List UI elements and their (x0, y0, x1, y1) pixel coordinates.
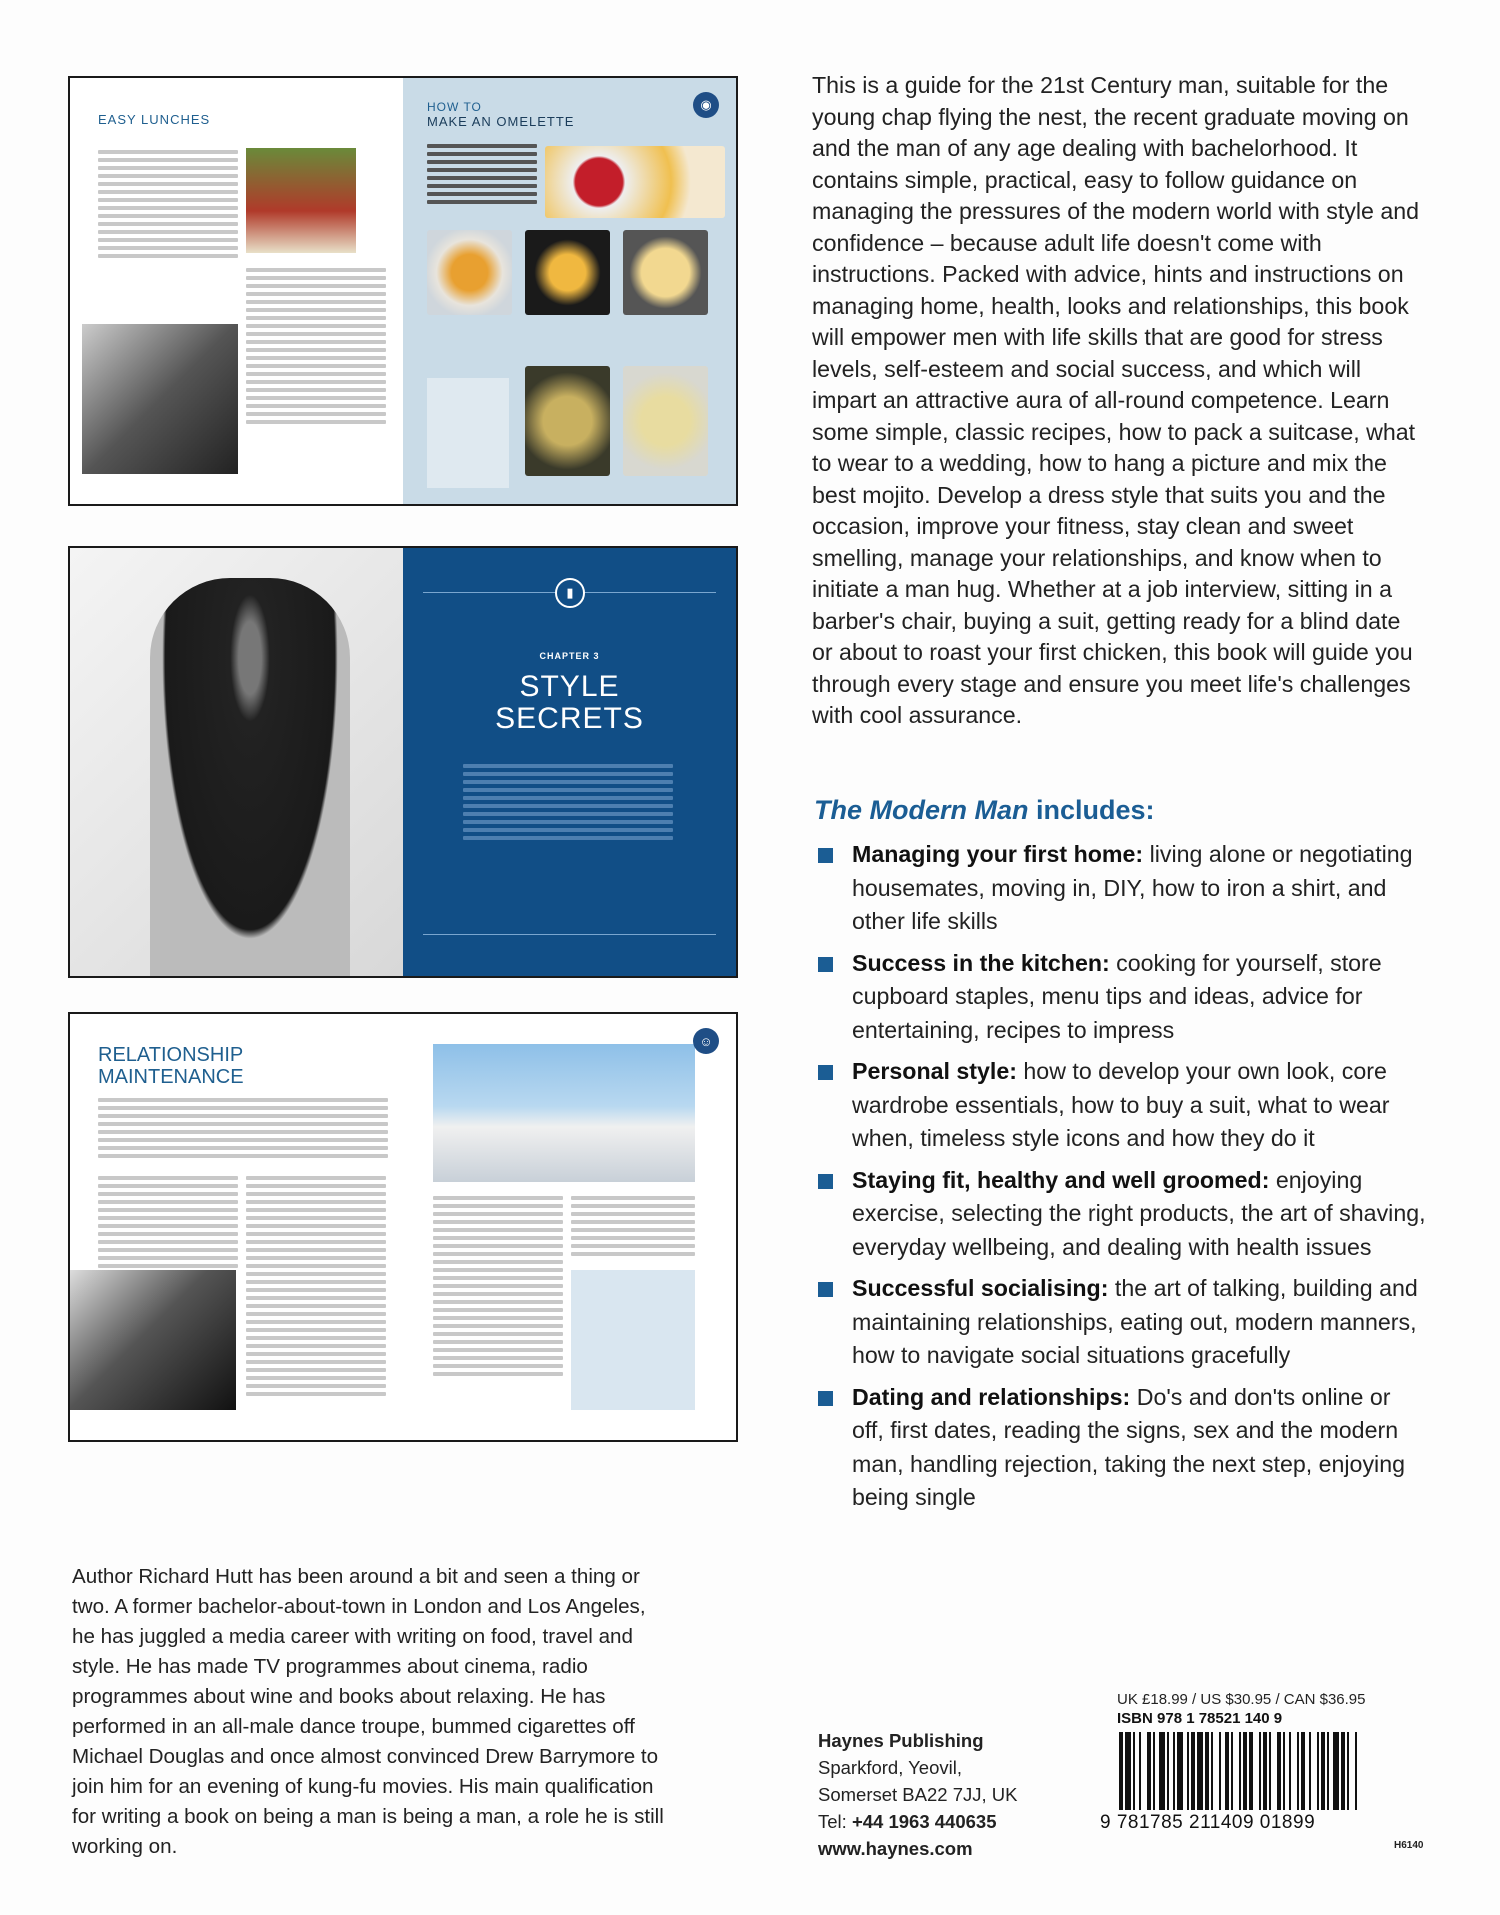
chapter-bottom-rule (423, 934, 716, 935)
egg-icon: ◉ (693, 92, 719, 118)
friends-col-1 (433, 1192, 563, 1380)
barcode (1119, 1732, 1419, 1810)
tel-label: Tel: (818, 1811, 852, 1832)
spread-easy-lunches (68, 76, 738, 506)
book-title: The Modern Man (814, 795, 1029, 825)
square-bullet-icon (818, 1065, 833, 1080)
publisher-tel: +44 1963 440635 (851, 1811, 997, 1832)
friends-page (403, 1014, 736, 1440)
friends-photo (433, 1044, 695, 1182)
omelette-heading-2: MAKE AN OMELETTE (427, 114, 575, 129)
publisher-address-1: Sparkford, Yeovil, (818, 1757, 962, 1778)
includes-item: Success in the kitchen: cooking for yourself, store cupboard staples, menu tips and ideas, advice for entertaining, recipes to impress (818, 947, 1428, 1048)
omelette-folded-photo (525, 366, 610, 476)
eggs-bowl-photo (427, 230, 512, 315)
relationship-heading-2: MAINTENANCE (98, 1066, 244, 1088)
friends-col-2 (571, 1192, 695, 1260)
easy-lunches-heading: EASY LUNCHES (98, 112, 211, 127)
omelette-plate-photo (545, 146, 725, 218)
includes-item: Successful socialising: the art of talking, building and maintaining relationships, eating out, modern manners, how to navigate social situations gracefully (818, 1272, 1428, 1373)
cheese-omelette-photo (623, 230, 708, 315)
intro-blurb: This is a guide for the 21st Century man, suitable for the young chap flying the nest, the recent graduate moving on and the man of any age dealing with bachelorhood. It contains simple, practical, easy to follow guidance on managing the pressures of the modern world with style and confidence – because adult life doesn't come with instructions. Packed with advice, hints and instructions on managing home, health, looks and relationships, this book will empower men with life skills that are good for stress levels, self-esteem and social success, and which will impart an attractive aura of all-round competence. Learn some simple, classic recipes, how to pack a suitcase, what to wear to a wedding, how to hang a picture and mix the best mojito. Develop a dress style that suits you and the occasion, improve your fitness, stay clean and sweet smelling, manage your relationships, and know when to initiate a man hug. Whether at a job interview, sitting in a barber's chair, buying a suit, getting ready for a blind date or about to roast your first chicken, this book will guide you through every stage and ensure you meet life's challenges with cool assurance. (812, 72, 1420, 728)
portrait-page (70, 548, 404, 976)
variations-box (427, 378, 509, 488)
omelette-page (403, 78, 736, 504)
chapter-label: CHAPTER 3 (539, 651, 600, 661)
publisher-name: Haynes Publishing (818, 1730, 984, 1751)
salad-jars-photo (246, 148, 356, 253)
pan-photo (525, 230, 610, 315)
author-bio: Author Richard Hutt has been around a bit and seen a thing or two. A former bachelor-about-town in London and Los Angeles, he has juggled a media career with writing on food, travel and style. He has made TV programmes about cinema, radio programmes about wine and books about relaxing. He has performed in an all-male dance troupe, bummed cigarettes off Michael Douglas and once almost convinced Drew Barrymore to join him for an evening of kung-fu movies. His main qualification for writing a book on being a man is being a man, a role he is still working on. (72, 1565, 664, 1858)
shirt-icon: ▮ (555, 578, 585, 608)
publisher-address-2: Somerset BA22 7JJ, UK (818, 1784, 1018, 1805)
publisher-website[interactable]: www.haynes.com (818, 1838, 973, 1859)
square-bullet-icon (818, 848, 833, 863)
people-icon: ☺ (693, 1028, 719, 1054)
chapter-title-line2: SECRETS (495, 702, 644, 735)
price: UK £18.99 / US $30.95 / CAN $36.95 (1117, 1691, 1366, 1708)
relationship-col-1 (98, 1172, 238, 1272)
includes-title-rest: includes: (1028, 795, 1155, 825)
couple-photo (70, 1270, 236, 1410)
square-bullet-icon (818, 1282, 833, 1297)
includes-title (814, 795, 1155, 826)
man-in-suit-photo (150, 578, 350, 976)
chapter-title-line1: STYLE (519, 670, 620, 703)
relationship-text (98, 1094, 388, 1162)
relationship-col-2 (246, 1172, 386, 1400)
omelette-served-photo (623, 366, 708, 476)
barcode-digits: 9 781785 211409 01899 (1100, 1812, 1316, 1833)
includes-item: Staying fit, healthy and well groomed: enjoying exercise, selecting the right products, the art of shaving, everyday wellbeing, and dealing with health issues (818, 1164, 1428, 1265)
relationship-page (70, 1014, 404, 1440)
publisher-info (818, 1727, 1017, 1862)
spread-relationship (68, 1012, 738, 1442)
includes-item: Managing your first home: living alone or negotiating housemates, moving in, DIY, how to iron a shirt, and other life skills (818, 838, 1428, 939)
relationship-heading-1: RELATIONSHIP (98, 1044, 244, 1066)
salad-text (246, 264, 386, 428)
looking-after-friends-box (571, 1270, 695, 1410)
square-bullet-icon (818, 1174, 833, 1189)
isbn: ISBN 978 1 78521 140 9 (1117, 1710, 1283, 1727)
easy-lunches-page (70, 78, 404, 504)
chapter-intro-text (463, 760, 673, 844)
spread-style-secrets (68, 546, 738, 978)
omelette-text (427, 140, 537, 208)
easy-lunches-text (98, 146, 238, 262)
style-secrets-page (403, 548, 736, 976)
men-lunch-photo (82, 324, 238, 474)
includes-item: Personal style: how to develop your own look, core wardrobe essentials, how to buy a suit, what to wear when, timeless style icons and how they do it (818, 1055, 1428, 1156)
product-code: H6140 (1394, 1840, 1424, 1851)
omelette-heading-1: HOW TO (427, 100, 482, 114)
includes-item: Dating and relationships: Do's and don'ts online or off, first dates, reading the signs, sex and the modern man, handling rejection, taking the next step, enjoying being single (818, 1381, 1428, 1515)
square-bullet-icon (818, 957, 833, 972)
includes-list (818, 838, 1428, 1523)
square-bullet-icon (818, 1391, 833, 1406)
